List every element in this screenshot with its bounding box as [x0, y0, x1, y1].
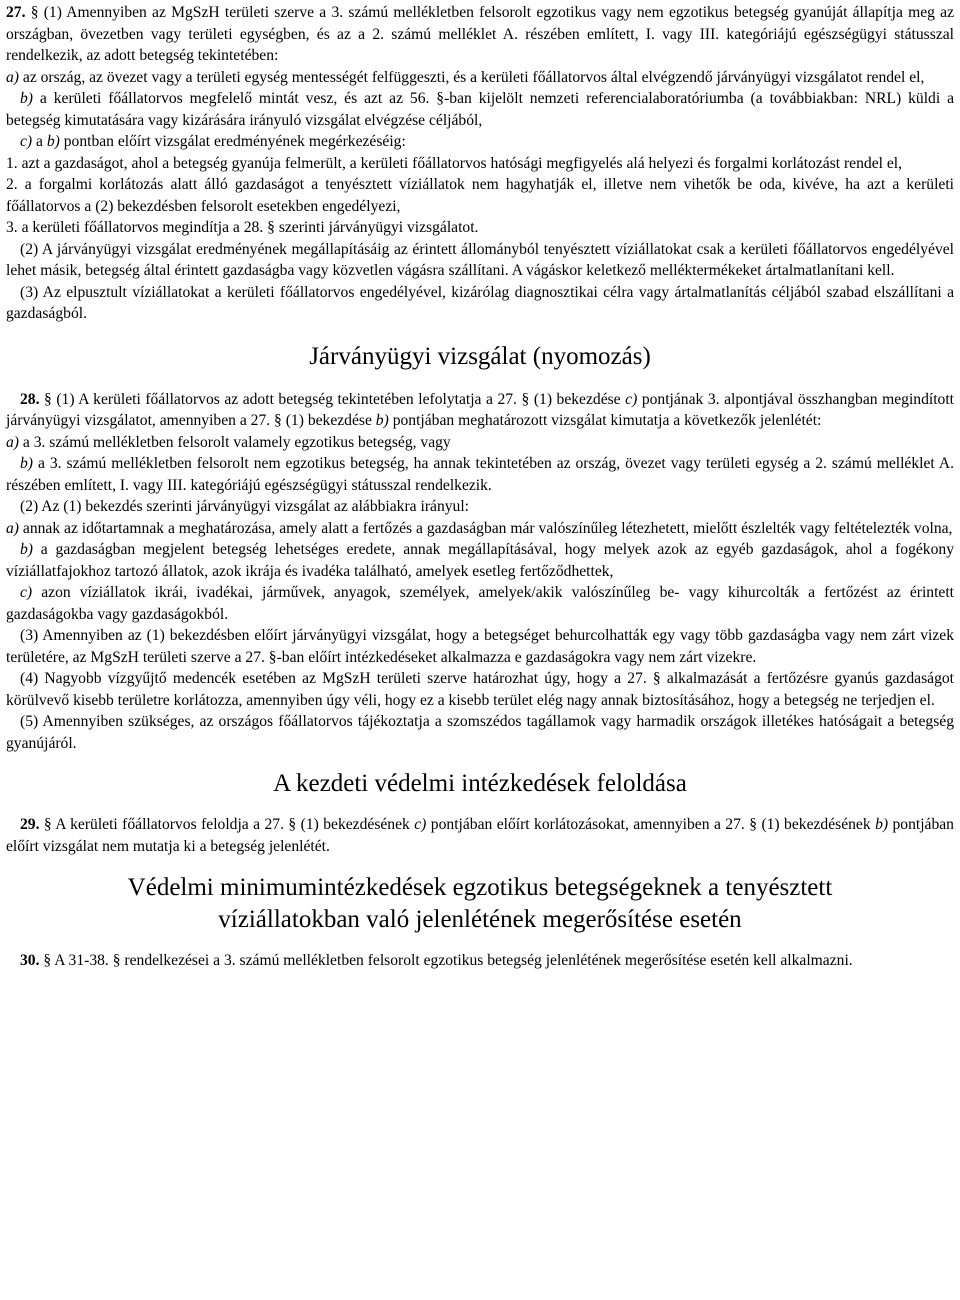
text-run: azon víziállatok ikrái, ivadékai, járművek, anyagok, személyek, amelyek/akik valószínűleg be- vagy kihurcolták a fertőzést az érintett gazdaságokba vagy gazdaságokból.	[6, 584, 954, 623]
text-run: pontjában előírt vizsgálat nem mutatja ki a betegség jelenlétét.	[6, 816, 954, 855]
heading-vedelmi-minimumintezkedesek	[6, 872, 954, 936]
para-27-1-c-3	[6, 217, 954, 239]
point-label: b)	[46, 133, 60, 150]
text-run: (5) Amennyiben szükséges, az országos főállatorvos tájékoztatja a szomszédos tagállamok vagy harmadik országok illetékes hatóságait a betegség gyanújáról.	[6, 713, 954, 752]
section-number: 29.	[20, 816, 40, 833]
text-run: az ország, az övezet vagy a területi egység mentességét felfüggeszti, és a kerületi főállatorvos által elvégzendő járványügyi vizsgálatot rendel el,	[19, 68, 925, 86]
point-label: a)	[6, 519, 19, 537]
text-run: § A kerületi főállatorvos feloldja a 27. § (1) bekezdésének	[39, 816, 415, 833]
text-run: pontjában meghatározott vizsgálat kimutatja a következők jelenlétét:	[388, 412, 822, 429]
para-28-4	[6, 668, 954, 711]
para-29	[6, 814, 954, 857]
para-27-3	[6, 282, 954, 325]
text-run: a	[32, 133, 47, 150]
point-label: b)	[20, 455, 33, 472]
section-29	[6, 814, 954, 857]
heading-line-2: víziállatokban való jelenlétének megerősítése esetén	[218, 906, 742, 933]
point-label: c)	[20, 584, 33, 601]
point-label: a)	[6, 433, 19, 451]
text-run: (4) Nagyobb vízgyűjtő medencék esetében az MgSzH területi szerve határozhat úgy, hogy a 27. § alkalmazását a fertőzésre gyanús gazdaságot körülvevő kisebb területre korlátozza, amennyiben úgy véli, hogy ez a kisebb terület elég nagy annak biztosításához, hogy a betegség ne terjedjen el.	[6, 670, 954, 709]
point-label: c)	[20, 133, 33, 150]
heading-intezkedesek-feloldasa: A kezdeti védelmi intézkedések feloldása	[273, 770, 687, 797]
point-label: c)	[625, 390, 638, 408]
text-run: § (1) Amennyiben az MgSzH területi szerve a 3. számú mellékletben felsorolt egzotikus vagy nem egzotikus betegség gyanúját állapítja meg az országban, övezetben vagy területi egységben, és az a 2. számú melléklet A. részében említett, I. vagy III. kategóriájú egészségügyi státusszal rendelkezik, az adott betegség tekintetében:	[6, 4, 954, 64]
text-run: (2) A járványügyi vizsgálat eredményének megállapításáig az érintett állományból tenyésztett víziállatokat csak a kerületi főállatorvos engedélyével lehet másik, betegség által érintett gazdaságba vagy közvetlen vágásra szállítani. A vágáskor keletkező melléktermékeket ártalmatlanítani kell.	[6, 240, 954, 279]
text-run: pontban előírt vizsgálat eredményének megérkezéséig:	[59, 133, 406, 150]
section-number: 27.	[6, 4, 26, 21]
point-label: b)	[20, 541, 33, 558]
section-number: 30.	[20, 952, 40, 969]
text-run: a 3. számú mellékletben felsorolt valamely egzotikus betegség, vagy	[19, 433, 451, 451]
point-label: b)	[20, 90, 33, 107]
point-label: b)	[875, 816, 889, 833]
para-28-1-a	[6, 432, 954, 454]
text-run: (3) Az elpusztult víziállatokat a kerületi főállatorvos engedélyével, kizárólag diagnosztikai célra vagy ártalmatlanítás céljából szabad elszállítani a gazdaságból.	[6, 283, 954, 322]
text-run: a gazdaságban megjelent betegség lehetséges eredete, annak megállapításával, hogy melyek azok az egyéb gazdaságok, ahol a fogékony víziállatfajokhoz tartozó állatok, azok ikrája és ivadéka található, amelyek esetleg fertőződhettek,	[6, 541, 954, 580]
para-30	[6, 950, 954, 972]
section-27	[6, 2, 954, 325]
para-28-2	[6, 496, 954, 518]
point-label: a)	[6, 68, 19, 86]
section-30	[6, 950, 954, 972]
text-run: (3) Amennyiben az (1) bekezdésben előírt járványügyi vizsgálat, hogy a betegséget behurcolhatták egy vagy több gazdaságba vagy nem zárt vizek területére, az MgSzH területi szerve a 27. §-ban előírt intézkedéseket alkalmazza e gazdaságokra vagy nem zárt vizekre.	[6, 627, 954, 666]
text-run: a kerületi főállatorvos megfelelő mintát vesz, és azt az 56. §-ban kijelölt nemzeti referencialaboratóriumba (a továbbiakban: NRL) küldi a betegség kimutatására vagy kizárására irányuló vizsgálat elvégzése céljából,	[6, 90, 954, 129]
para-28-2-b	[6, 539, 954, 582]
heading-jarvanyugyi-vizsgalat: Járványügyi vizsgálat (nyomozás)	[309, 342, 651, 370]
text-run: 2. a forgalmi korlátozás alatt álló gazdaságot a tenyésztett víziállatok nem hagyhatják el, illetve nem vihetők be oda, kivéve, ha azt a kerületi főállatorvos a (2) bekezdésben felsorolt esetekben engedélyezi,	[6, 176, 954, 215]
point-label: c)	[414, 816, 427, 833]
para-28-1-b	[6, 453, 954, 496]
text-run: annak az időtartamnak a meghatározása, amely alatt a fertőzés a gazdaságban már valószínűleg létezhetett, mielőtt észlelték vagy feltételezték volna,	[19, 519, 953, 537]
section-28	[6, 389, 954, 755]
para-27-1-a	[6, 67, 954, 89]
heading-line-1: Védelmi minimumintézkedések egzotikus betegségeknek a tenyésztett	[127, 874, 833, 901]
text-run: 1. azt a gazdaságot, ahol a betegség gyanúja felmerült, a kerületi főállatorvos hatósági megfigyelés alá helyezi és forgalmi korlátozást rendel el,	[6, 154, 903, 172]
para-27-2	[6, 239, 954, 282]
para-27-1-b	[6, 88, 954, 131]
para-28-2-a	[6, 518, 954, 540]
para-27-1-c-2	[6, 174, 954, 217]
para-28-2-c	[6, 582, 954, 625]
para-27-1	[6, 2, 954, 67]
point-label: b)	[375, 412, 389, 429]
text-run: 3. a kerületi főállatorvos megindítja a 28. § szerinti járványügyi vizsgálatot.	[6, 219, 479, 236]
text-run: § A 31-38. § rendelkezései a 3. számú mellékletben felsorolt egzotikus betegség jelenlétének megerősítése esetén kell alkalmazni.	[39, 952, 853, 969]
para-28-3	[6, 625, 954, 668]
text-run: a 3. számú mellékletben felsorolt nem egzotikus betegség, ha annak tekintetében az ország, övezet vagy területi egység a 2. számú melléklet A. részében említett, I. vagy III. kategóriájú egészségügyi státusszal rendelkezik.	[6, 455, 954, 494]
section-number: 28.	[20, 390, 40, 408]
text-run: § (1) A kerületi főállatorvos az adott betegség tekintetében lefolytatja a 27. § (1) bekezdése	[39, 390, 626, 408]
para-28-1	[6, 389, 954, 432]
text-run: pontjában előírt korlátozásokat, amennyiben a 27. § (1) bekezdésének	[426, 816, 876, 833]
para-28-5	[6, 711, 954, 754]
text-run: (2) Az (1) bekezdés szerinti járványügyi vizsgálat az alábbiakra irányul:	[20, 498, 469, 515]
para-27-1-c	[6, 131, 954, 153]
text-run: pontjának 3. alpontjával összhangban megindított járványügyi vizsgálatot, amennyiben a 27. § (1) bekezdése	[6, 390, 955, 429]
para-27-1-c-1	[6, 153, 954, 175]
